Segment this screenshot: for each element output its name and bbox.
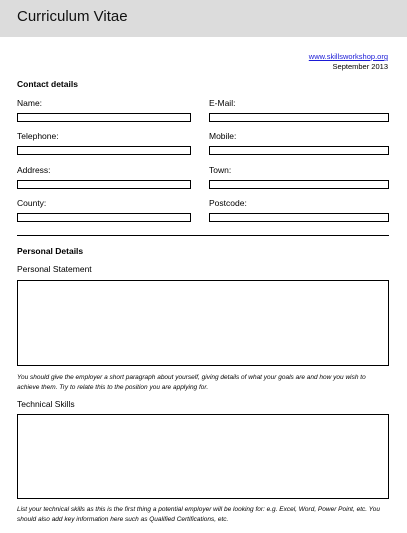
town-label: Town: [209,165,232,175]
address-label: Address: [17,165,51,175]
mobile-field[interactable] [209,146,389,155]
page-title: Curriculum Vitae [17,8,128,25]
personal-statement-box[interactable] [17,280,389,366]
email-label: E-Mail: [209,98,236,108]
name-field[interactable] [17,113,191,122]
personal-statement-label: Personal Statement [17,264,92,274]
section-divider [17,235,389,236]
email-field[interactable] [209,113,389,122]
address-field[interactable] [17,180,191,189]
postcode-field[interactable] [209,213,389,222]
technical-skills-label: Technical Skills [17,399,75,409]
meta-block [309,52,388,72]
county-field[interactable] [17,213,191,222]
telephone-field[interactable] [17,146,191,155]
name-label: Name: [17,98,43,108]
postcode-label: Postcode: [209,198,247,208]
header-bar [0,0,407,37]
contact-heading: Contact details [17,79,78,89]
mobile-label: Mobile: [209,131,237,141]
website-link[interactable]: www.skillsworkshop.org [308,52,388,61]
personal-heading: Personal Details [17,246,84,256]
town-field[interactable] [209,180,389,189]
date-text: September 2013 [332,62,388,71]
technical-skills-hint: List your technical skills as this is the first thing a potential employer will be looking for: e.g. Excel, Word, Power Point, etc. You should also add key information here such as Qualified Certifications, etc. [17,506,380,523]
personal-statement-hint: You should give the employer a short paragraph about yourself, giving details of what your goals are and how you wish to achieve them. Try to relate this to the position you are applying for. [17,374,366,391]
county-label: County: [17,198,47,208]
technical-skills-box[interactable] [17,414,389,499]
telephone-label: Telephone: [17,131,59,141]
